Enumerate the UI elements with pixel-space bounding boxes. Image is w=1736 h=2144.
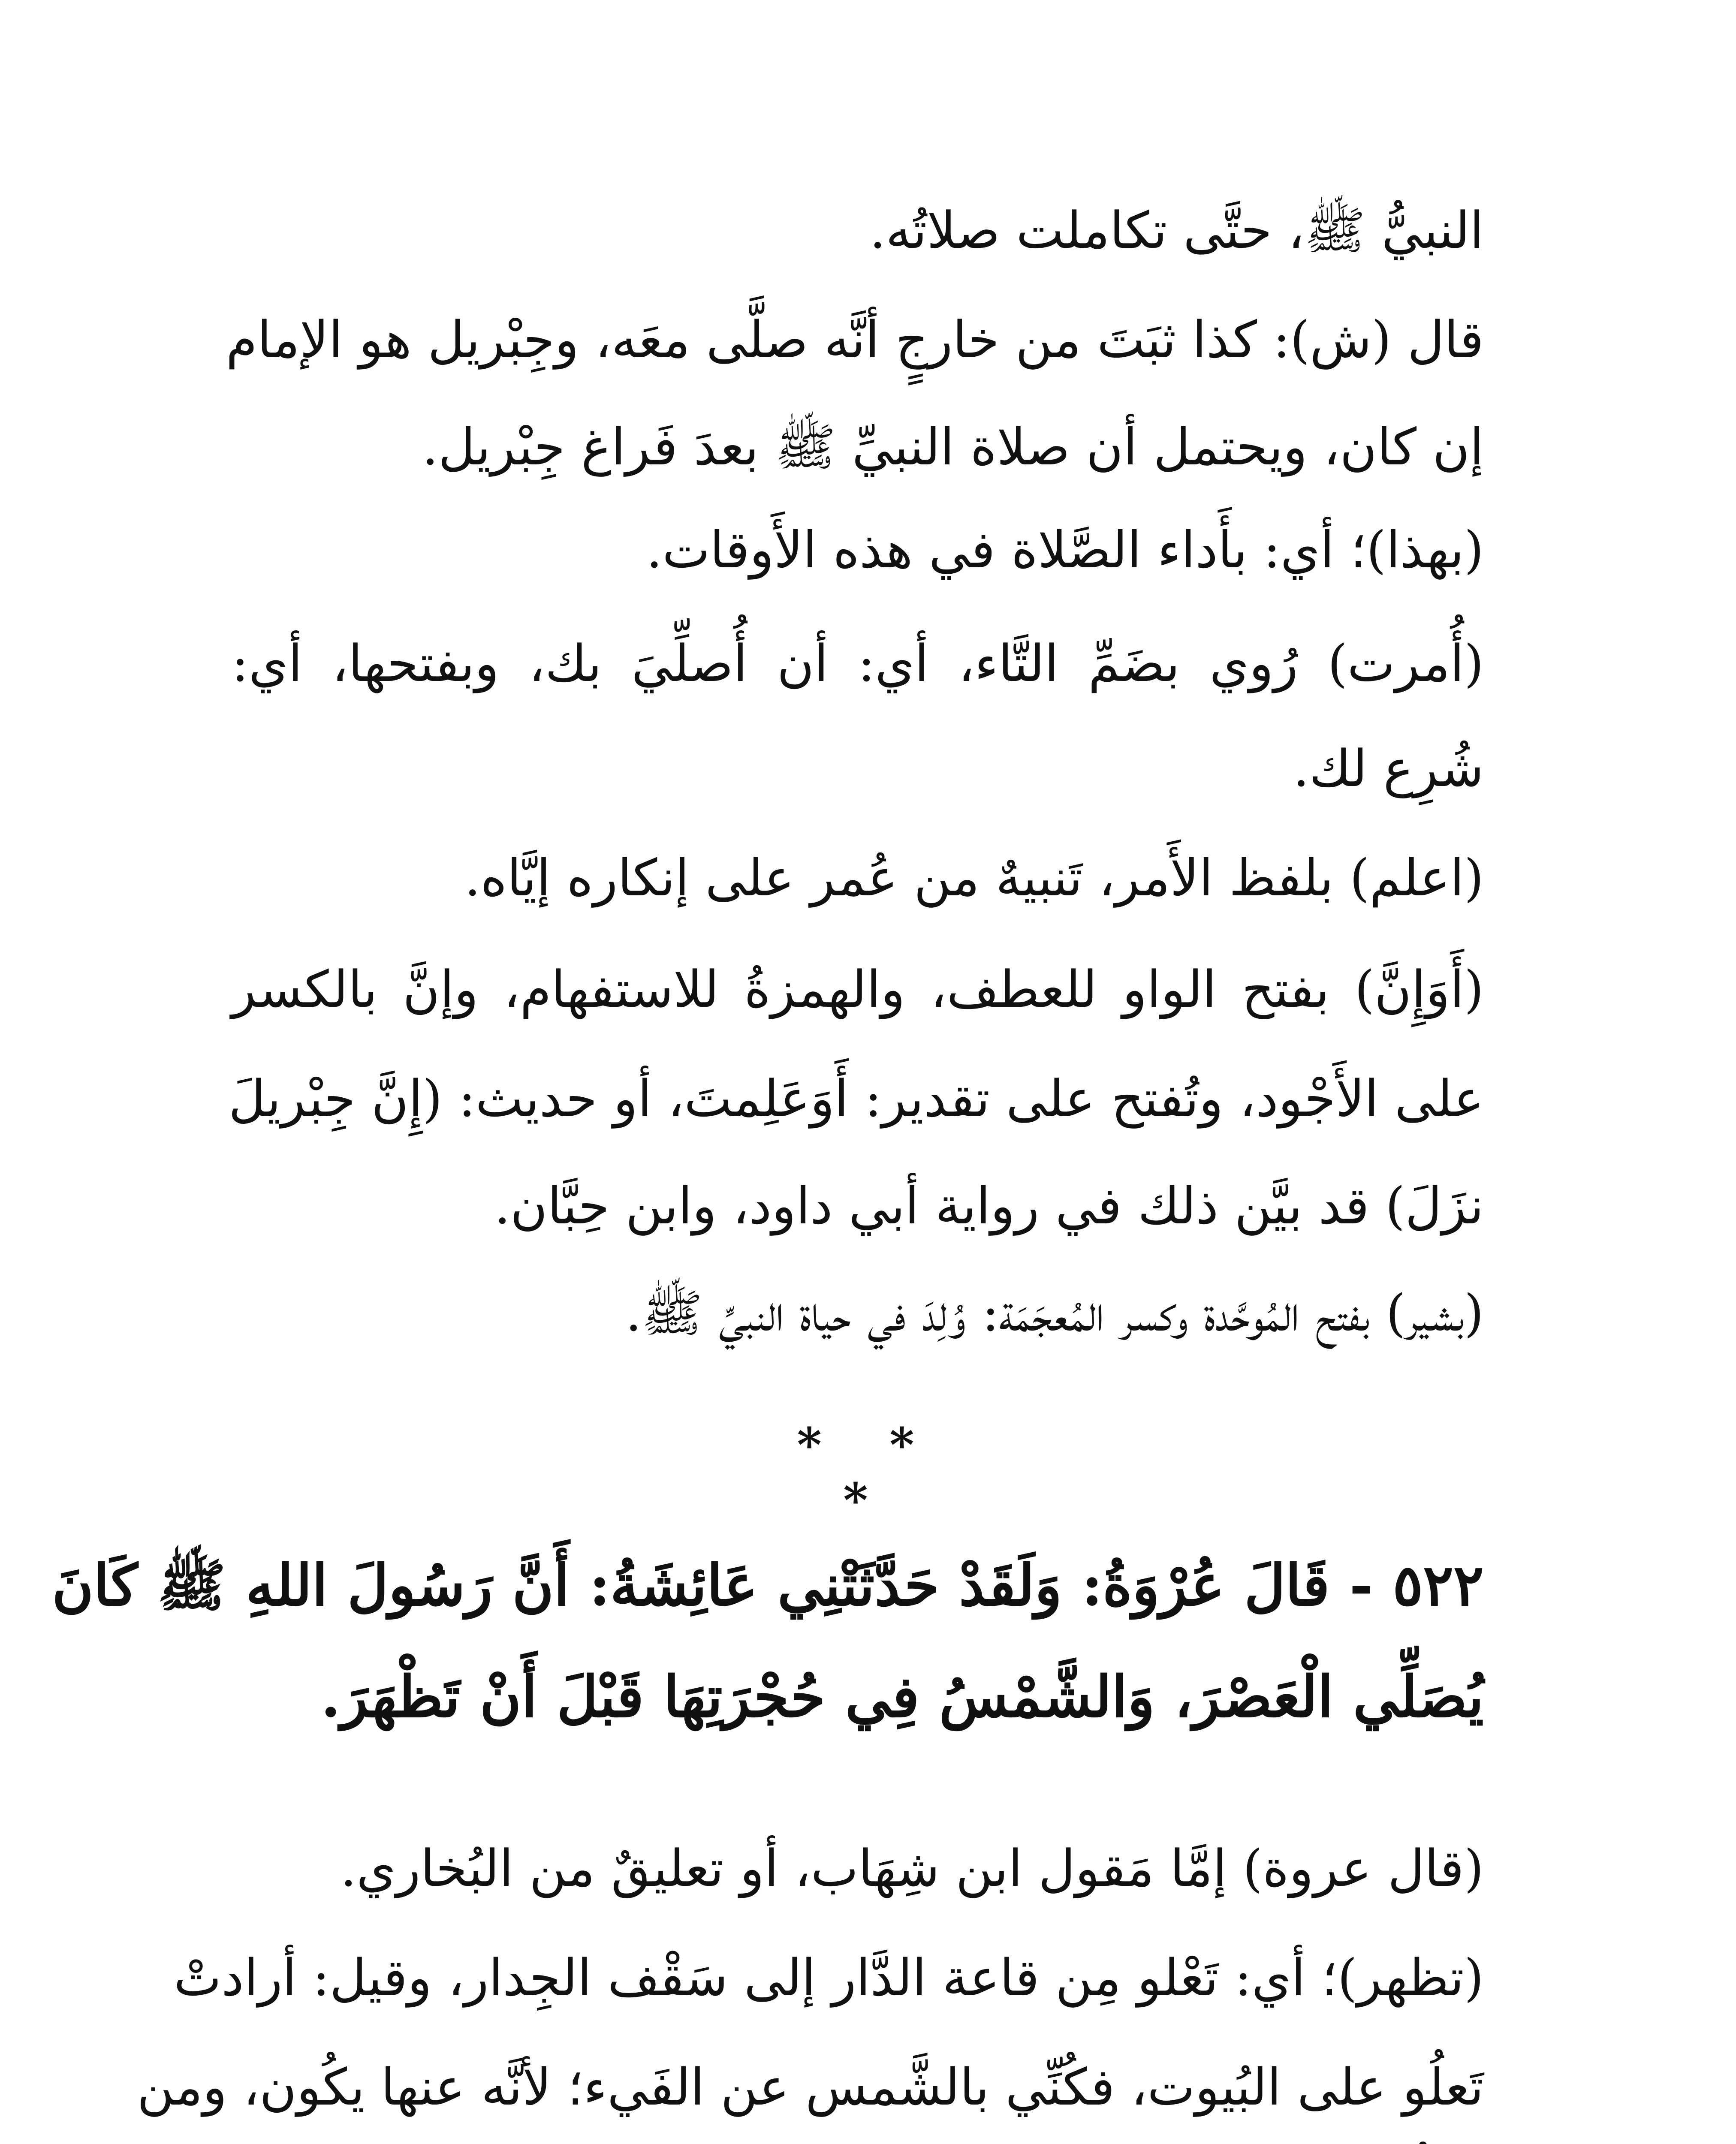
text-line: تَعلُو على البُيوت، فكُنِّي بالشَّمس عن الفَيء؛ لأنَّه عنها يكُون، ومن — [137, 2057, 1484, 2117]
section-separator: * * * — [797, 1417, 940, 1528]
text-line: النبيُّ ﷺ، حتَّى تكاملت صلاتُه. — [869, 201, 1484, 260]
text-line: على الأَجْود، وتُفتح على تقدير: أَوَعَلِمتَ، أو حديث: (إِنَّ جِبْريلَ — [228, 1069, 1484, 1128]
text-line: (بشير) بفتح المُوحَّدة وكسر المُعجَمَة: وُلِدَ في حياة النبيِّ ﷺ. — [625, 1283, 1484, 1343]
text-line: (قال عروة) إمَّا مَقول ابن شِهَاب، أو تعليقٌ من البُخاري. — [340, 1839, 1484, 1898]
text-line: شُرِع لك. — [1293, 739, 1484, 798]
hadith-line: ٥٢٢ - قَالَ عُرْوَةُ: وَلَقَدْ حَدَّثَتْنِي عَائِشَةُ: أَنَّ رَسُولَ اللهِ ﷺ كَانَ — [52, 1552, 1484, 1619]
text-line: (أُمرت) رُوي بضَمِّ التَّاء، أي: أن أُصلِّيَ بك، وبفتحها، أي: — [232, 634, 1484, 693]
hadith-line: يُصَلِّي الْعَصْرَ، وَالشَّمْسُ فِي حُجْرَتِهَا قَبْلَ أَنْ تَظْهَرَ. — [321, 1664, 1484, 1730]
text-line: (بهذا)؛ أي: بأَداء الصَّلاة في هذه الأَوقات. — [646, 520, 1484, 579]
text-line: نزَلَ) قد بيَّن ذلك في رواية أبي داود، وابن حِبَّان. — [494, 1176, 1484, 1235]
text-line: قال (ش): كذا ثبَتَ من خارجٍ أنَّه صلَّى معَه، وجِبْريل هو الإمام — [226, 310, 1484, 369]
text-line: إن كان، ويحتمل أن صلاة النبيِّ ﷺ بعدَ فَراغ جِبْريل. — [422, 417, 1484, 476]
text-line: (أَوَإِنَّ) بفتح الواو للعطف، والهمزةُ للاستفهام، وإنَّ بالكسر — [232, 960, 1484, 1019]
text-line: (اعلم) بلفظ الأَمر، تَنبيهٌ من عُمر على إنكاره إيَّاه. — [464, 848, 1484, 907]
text-line: (تظهر)؛ أي: تَعْلو مِن قاعة الدَّار إلى سَقْف الجِدار، وقيل: أرادتْ — [174, 1948, 1484, 2007]
